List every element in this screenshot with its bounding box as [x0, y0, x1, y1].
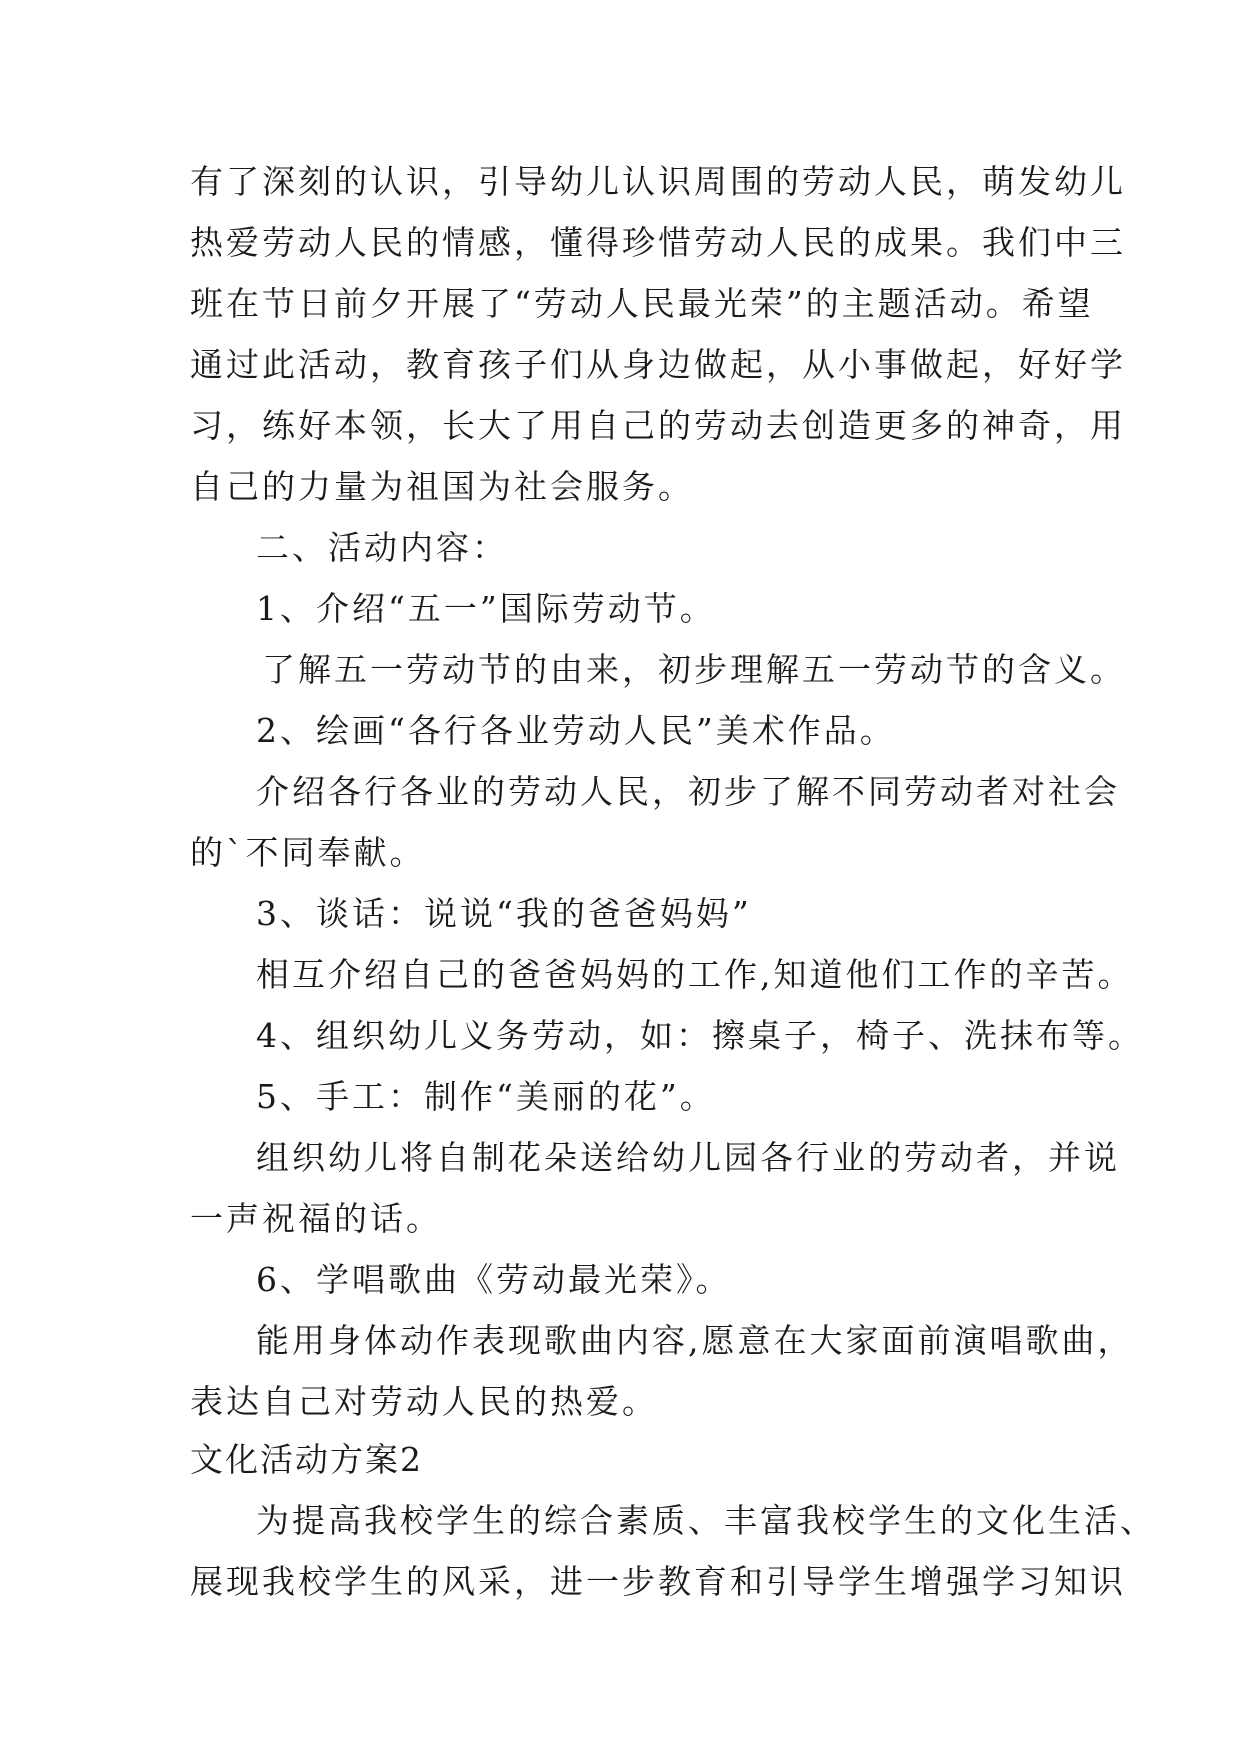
paragraph-line: 一声祝福的话。: [190, 1199, 442, 1238]
paragraph-line: 组织幼儿将自制花朵送给幼儿园各行业的劳动者，并说: [256, 1138, 1120, 1177]
section-heading: 二、活动内容：: [256, 528, 508, 567]
paragraph-line: 表达自己对劳动人民的热爱。: [190, 1382, 658, 1421]
list-item: 6、学唱歌曲《劳动最光荣》。: [256, 1260, 732, 1299]
paragraph-line: 为提高我校学生的综合素质、丰富我校学生的文化生活、: [256, 1501, 1156, 1540]
paragraph-line: 班在节日前夕开展了“劳动人民最光荣”的主题活动。希望: [190, 284, 1094, 323]
list-item: 2、绘画“各行各业劳动人民”美术作品。: [256, 711, 896, 750]
list-item: 3、谈话：说说“我的爸爸妈妈”: [256, 894, 752, 933]
paragraph-line: 展现我校学生的风采，进一步教育和引导学生增强学习知识: [190, 1562, 1126, 1601]
document-title: 文化活动方案2: [190, 1440, 423, 1479]
paragraph-line: 自己的力量为祖国为社会服务。: [190, 467, 694, 506]
paragraph-line: 了解五一劳动节的由来，初步理解五一劳动节的含义。: [262, 650, 1126, 689]
paragraph-line: 的`不同奉献。: [190, 833, 426, 872]
paragraph-line: 热爱劳动人民的情感，懂得珍惜劳动人民的成果。我们中三: [190, 223, 1126, 262]
list-item: 1、介绍“五一”国际劳动节。: [256, 589, 716, 628]
paragraph-line: 有了深刻的认识，引导幼儿认识周围的劳动人民，萌发幼儿: [190, 162, 1126, 201]
list-item: 5、手工：制作“美丽的花”。: [256, 1077, 716, 1116]
paragraph-line: 能用身体动作表现歌曲内容,愿意在大家面前演唱歌曲，: [256, 1321, 1134, 1360]
paragraph-line: 习，练好本领，长大了用自己的劳动去创造更多的神奇，用: [190, 406, 1126, 445]
list-item: 4、组织幼儿义务劳动，如：擦桌子，椅子、洗抹布等。: [256, 1016, 1144, 1055]
paragraph-line: 介绍各行各业的劳动人民，初步了解不同劳动者对社会: [256, 772, 1120, 811]
paragraph-line: 通过此活动，教育孩子们从身边做起，从小事做起，好好学: [190, 345, 1126, 384]
paragraph-line: 相互介绍自己的爸爸妈妈的工作,知道他们工作的辛苦。: [256, 955, 1134, 994]
